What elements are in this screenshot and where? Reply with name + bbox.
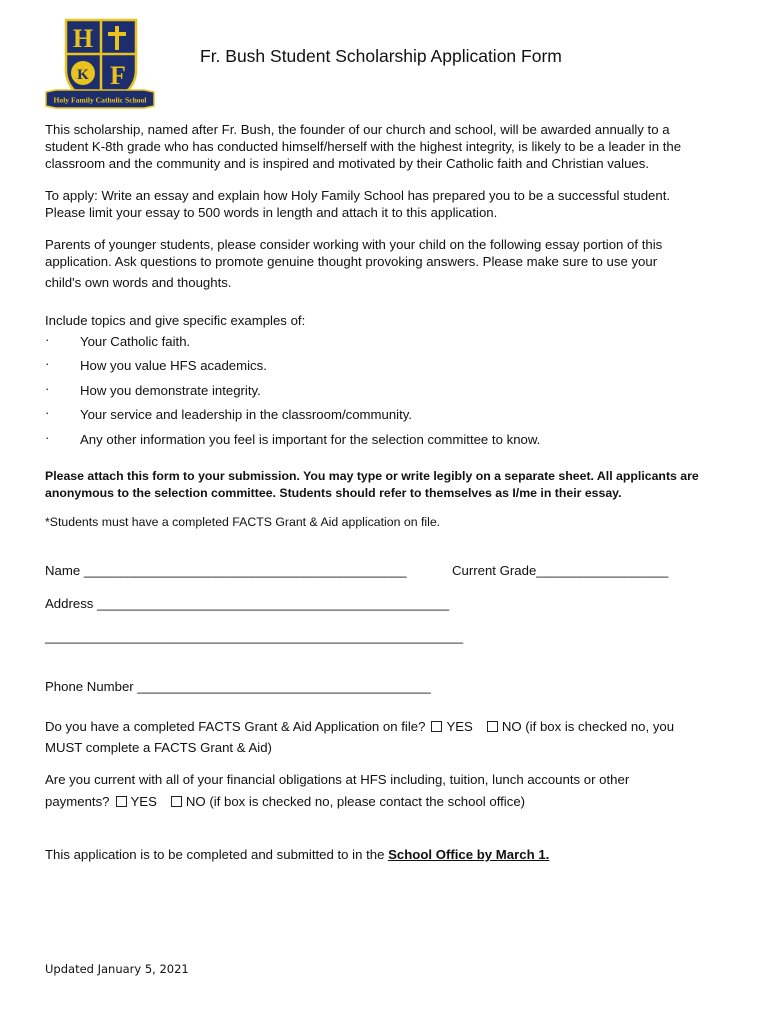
bullet-icon: · xyxy=(45,356,50,371)
bullet-icon: · xyxy=(45,332,50,347)
submission-instructions xyxy=(45,846,549,863)
facts-no-checkbox[interactable] xyxy=(487,721,498,732)
financial-question: Are you current with all of your financial obligations at HFS including, tuition, lunch accounts or other xyxy=(45,772,630,787)
topic-item-text: How you value HFS academics. xyxy=(80,358,267,373)
facts-question-line2: MUST complete a FACTS Grant & Aid) xyxy=(45,740,272,755)
logo-letter-k: K xyxy=(77,67,89,83)
attach-note xyxy=(45,468,735,502)
updated-date: Updated January 5, 2021 xyxy=(45,962,189,976)
financial-question-prefix: payments? xyxy=(45,794,110,809)
submission-deadline: School Office by March 1. xyxy=(388,847,550,862)
parents-line: application. Ask questions to promote genuine thought provoking answers. Please make sure to use your xyxy=(45,254,658,269)
logo-letter-f: F xyxy=(110,61,126,90)
intro-line: student K-8th grade who has conducted himself/herself with the highest integrity, is likely to be a leader in the xyxy=(45,139,682,154)
apply-line: To apply: Write an essay and explain how Holy Family School has prepared you to be a successful student. xyxy=(45,188,671,203)
intro-paragraph xyxy=(45,121,735,172)
financial-no-checkbox[interactable] xyxy=(171,796,182,807)
topic-item-text: Your service and leadership in the classroom/community. xyxy=(80,407,413,422)
intro-line: This scholarship, named after Fr. Bush, the founder of our church and school, will be awarded annually to a xyxy=(45,122,670,137)
financial-yes-checkbox[interactable] xyxy=(116,796,127,807)
financial-answer-row xyxy=(45,793,525,810)
topic-item-text: Your Catholic faith. xyxy=(80,334,191,349)
logo-banner-text: Holy Family Catholic School xyxy=(53,95,147,105)
current-grade-field[interactable]: Current Grade__________________ xyxy=(452,563,669,578)
apply-paragraph xyxy=(45,187,735,221)
facts-yes-label: YES xyxy=(446,719,473,734)
address-field[interactable]: Address ________________________________________________ xyxy=(45,596,450,611)
parents-line: child's own words and thoughts. xyxy=(45,275,232,290)
parents-line: Parents of younger students, please consider working with your child on the following essay portion of this xyxy=(45,237,663,252)
financial-no-label: NO (if box is checked no, please contact the school office) xyxy=(185,794,526,809)
parents-paragraph xyxy=(45,236,735,291)
topics-heading: Include topics and give specific examples of: xyxy=(45,313,306,328)
facts-yes-checkbox[interactable] xyxy=(431,721,442,732)
page-title: Fr. Bush Student Scholarship Application Form xyxy=(200,46,562,66)
phone-number-field[interactable]: Phone Number ________________________________________ xyxy=(45,679,431,694)
topic-item-text: Any other information you feel is important for the selection committee to know. xyxy=(80,432,541,447)
school-logo xyxy=(44,18,156,112)
financial-yes-label: YES xyxy=(130,794,157,809)
facts-question xyxy=(45,718,674,735)
intro-line: classroom and the community and is inspired and motivated by their Catholic faith and Christian values. xyxy=(45,156,649,171)
name-field[interactable]: Name ____________________________________________ xyxy=(45,563,407,578)
submission-text: This application is to be completed and submitted to in the xyxy=(45,847,385,862)
attach-note-line: Please attach this form to your submission. You may type or write legibly on a separate sheet. All applicants are xyxy=(45,469,699,483)
address-line-2-field[interactable]: _________________________________________________________ xyxy=(45,629,464,644)
bullet-icon: · xyxy=(45,381,50,396)
logo-letter-h: H xyxy=(72,24,94,53)
attach-note-line: anonymous to the selection committee. Students should refer to themselves as I/me in their essay. xyxy=(45,486,622,500)
topic-item-text: How you demonstrate integrity. xyxy=(80,383,261,398)
apply-line: Please limit your essay to 500 words in length and attach it to this application. xyxy=(45,205,498,220)
facts-question-text: Do you have a completed FACTS Grant & Aid Application on file? xyxy=(45,719,426,734)
facts-note: *Students must have a completed FACTS Grant & Aid application on file. xyxy=(45,515,441,529)
facts-no-label: NO (if box is checked no, you xyxy=(501,719,675,734)
bullet-icon: · xyxy=(45,430,50,445)
bullet-icon: · xyxy=(45,405,50,420)
